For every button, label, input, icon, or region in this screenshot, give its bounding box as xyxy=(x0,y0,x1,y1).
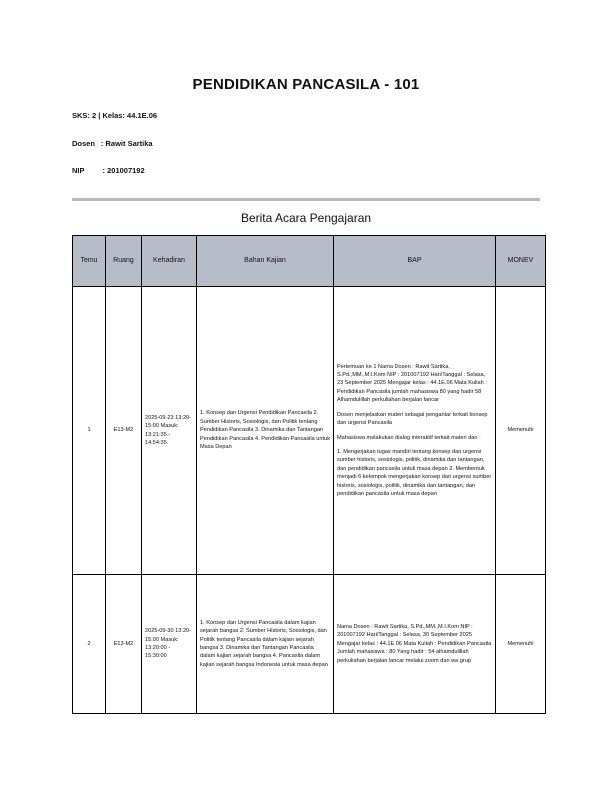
cell-ruang: E13-M2 xyxy=(106,575,142,714)
bap-paragraph: Mahasiswa melakukan dialog interaktif terkait materi dan : xyxy=(337,434,481,441)
table-row xyxy=(73,287,546,575)
document-title: PENDIDIKAN PANCASILA - 101 xyxy=(192,76,420,93)
cell-monev: Memenuhi xyxy=(496,575,546,714)
cell-bap xyxy=(334,287,496,575)
bap-table xyxy=(72,235,546,714)
sks-kelas: SKS: 2 | Kelas: 44.1E.06 xyxy=(72,111,158,120)
cell-temu: 2 xyxy=(73,575,106,714)
bap-paragraph: Nama Dosen : Rawit Sartika, S.Pd.,MM.,M.I.Kom NIP : 201007192 Hari/Tanggal : Selasa, 30 September 2025 Mengajar kelas : 44.1E.06 Mata Kuliah : Pendidikan Pancasila Jumlah mahasiswa : 80 Yang hadir : 54 alhamdulillah perkuliahan berjalan lancar melalui zoom dan wa grup xyxy=(337,623,492,664)
nip-value: : 201007192 xyxy=(102,166,145,175)
cell-kehadiran: 2025-09-30 13:20-15:00 Masuk: 13:20:00 - 15:30:00 xyxy=(142,575,197,714)
cell-bahan-kajian: 1. Konsep dan Urgensi Pendidikan Pancasila 2. Sumber Historis, Sosiologis, dan Politik tentang Pendidikan Pancasila 3. Dinamika dan Tantangan Pendidikan Pancasila 4. Pendidikan Pancasila untuk Masa Depan xyxy=(197,287,334,575)
section-title: Berita Acara Pengajaran xyxy=(240,211,372,225)
header-monev: MONEV xyxy=(496,236,546,287)
cell-bap xyxy=(334,575,496,714)
header-ruang: Ruang xyxy=(106,236,142,287)
bap-paragraph: Dosen menjelaskan materi sebagai pengantar terkait konsep dan urgensi Pancasila xyxy=(337,411,488,427)
header-bap: BAP xyxy=(334,236,496,287)
cell-monev: Memenuhi xyxy=(496,287,546,575)
bap-paragraph: Pertemuan ke 1 Nama Dosen : Rawit Sartika, S.Pd.,MM.,M.I.Kom NIP : 201007192 Hari/Tanggal : Selasa, 23 September 2025 Mengajar kelas : 44.1E.06 Mata Kuliah : Pendidikan Pancasila jumlah mahasiswa 80 yang hadir 58 Alhamdulillah perkuliahan berjalan lancar xyxy=(337,363,487,404)
divider xyxy=(72,198,540,201)
dosen-label: Dosen xyxy=(72,139,95,148)
header-kehadiran: Kehadiran xyxy=(142,236,197,287)
dosen-line xyxy=(72,139,153,148)
header-temu: Temu xyxy=(73,236,106,287)
cell-ruang: E13-M2 xyxy=(106,287,142,575)
bap-paragraph: 1. Mengerjakan tugas mandiri tentang konsep dan urgensi sumber historis, sosiologis, politik, dinamika dan tantangan, dan pendidikan pancasila untuk masa depan 2. Membentuk menjadi 6 kelompok mengerjakan konsep dan urgensi sumber historis, sosiologis, politik, dinamika dan tantangan, dan pendidikan pancasila untuk masa depan xyxy=(337,448,492,497)
table-header-row xyxy=(73,236,546,287)
cell-bahan-kajian: 1. Konsep dan Urgensi Pancasila dalam kajian sejarah bangsa 2. Sumber Historis, Sosiologis, dan Politik tentang Pancasila dalam kajian sejarah bangsa 3. Dinamika dan Tantangan Pancasila dalam kajian sejarah bangsa 4. Pancasila dalam kajian sejarah bangsa Indonesia untuk masa depan xyxy=(197,575,334,714)
nip-line xyxy=(72,166,145,175)
cell-kehadiran: 2025-09-23 13:20-15:00 Masuk: 13:21:35 - 14:54:35 xyxy=(142,287,197,575)
table-row xyxy=(73,575,546,714)
header-bahan-kajian: Bahan Kajian xyxy=(197,236,334,287)
cell-temu: 1 xyxy=(73,287,106,575)
dosen-value: : Rawit Sartika xyxy=(100,139,153,148)
nip-label: NIP xyxy=(72,166,85,175)
